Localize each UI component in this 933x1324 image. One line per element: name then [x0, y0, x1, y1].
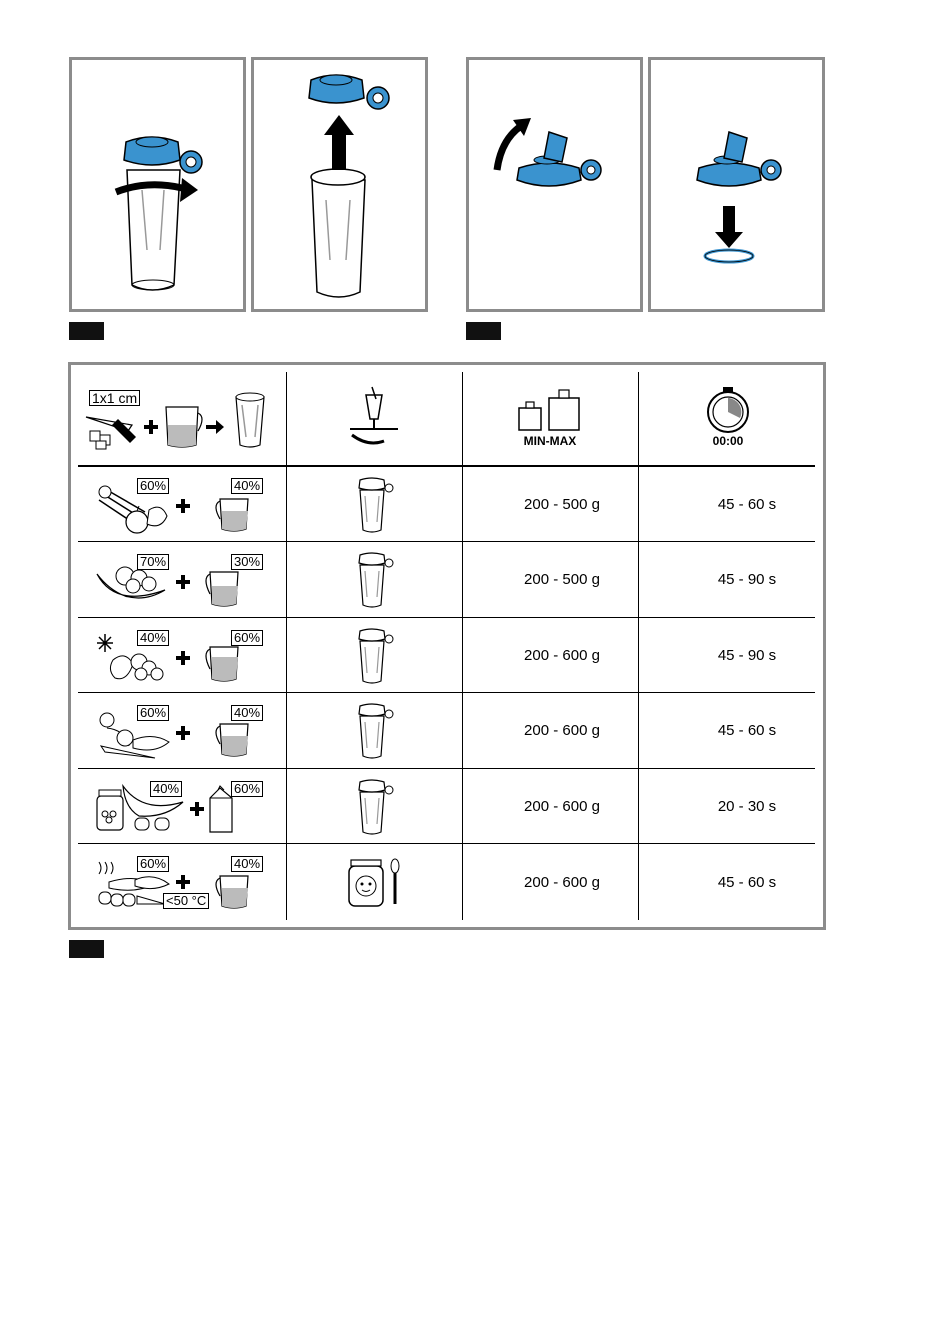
timer-label: 00:00: [712, 434, 744, 448]
table-divider-2: [462, 372, 463, 920]
plus-icon: [174, 497, 192, 515]
table-rule: [78, 617, 815, 618]
figure-badge-1: [69, 322, 104, 340]
plus-icon: [188, 800, 206, 818]
table-rule: [78, 843, 815, 844]
time-value: 45 - 60 s: [717, 874, 777, 891]
figure-badge-3: [69, 940, 104, 958]
milk-carton-icon: [206, 784, 236, 834]
plus-icon: [174, 649, 192, 667]
amount-value: 200 - 600 g: [524, 874, 600, 891]
liquid-percentage: 60%: [231, 781, 263, 797]
plus-icon: [174, 573, 192, 591]
cut-ingredients-icon: [82, 385, 282, 453]
liquid-jug-icon: [200, 568, 246, 608]
liquid-percentage: 60%: [231, 630, 263, 646]
drink-serve-icon: [348, 385, 404, 447]
weight-label: MIN-MAX: [523, 434, 577, 448]
table-divider-1: [286, 372, 287, 920]
liquid-percentage: 30%: [231, 554, 263, 570]
time-value: 20 - 30 s: [717, 798, 777, 815]
time-value: 45 - 60 s: [717, 722, 777, 739]
panel-remove-lid: [251, 57, 428, 312]
panel-press-cap: [648, 57, 825, 312]
shaker-bottle-icon: [354, 549, 394, 609]
shaker-bottle-icon: [354, 700, 394, 760]
food-percentage: 40%: [137, 630, 169, 646]
stopwatch-icon: [703, 385, 753, 435]
amount-value: 200 - 500 g: [524, 496, 600, 513]
food-percentage: 60%: [137, 478, 169, 494]
table-rule: [78, 541, 815, 542]
temperature-label: <50 °C: [163, 893, 209, 909]
food-percentage: 70%: [137, 554, 169, 570]
panel-open-cap: [466, 57, 643, 312]
food-percentage: 60%: [137, 705, 169, 721]
shaker-bottle-icon: [354, 474, 394, 534]
food-percentage: 40%: [150, 781, 182, 797]
liquid-percentage: 40%: [231, 705, 263, 721]
amount-value: 200 - 500 g: [524, 571, 600, 588]
panel-close-lid: [69, 57, 246, 312]
liquid-jug-icon: [210, 872, 256, 910]
amount-value: 200 - 600 g: [524, 722, 600, 739]
table-divider-3: [638, 372, 639, 920]
time-value: 45 - 90 s: [717, 647, 777, 664]
amount-value: 200 - 600 g: [524, 798, 600, 815]
time-value: 45 - 90 s: [717, 571, 777, 588]
liquid-percentage: 40%: [231, 856, 263, 872]
table-header-rule: [78, 465, 815, 467]
liquid-percentage: 40%: [231, 478, 263, 494]
table-rule: [78, 692, 815, 693]
table-rule: [78, 768, 815, 769]
plus-icon: [174, 724, 192, 742]
figure-badge-2: [466, 322, 501, 340]
liquid-jug-icon: [210, 495, 256, 533]
food-percentage: 60%: [137, 856, 169, 872]
shaker-bottle-icon: [354, 776, 394, 836]
amount-value: 200 - 600 g: [524, 647, 600, 664]
liquid-jug-icon: [210, 720, 256, 758]
liquid-jug-icon: [200, 643, 246, 683]
shaker-bottle-icon: [354, 625, 394, 685]
time-value: 45 - 60 s: [717, 496, 777, 513]
weight-icon: [515, 388, 585, 433]
plus-icon: [174, 873, 192, 891]
cut-size-label: 1x1 cm: [89, 390, 140, 406]
baby-food-jar-icon: [345, 856, 405, 908]
